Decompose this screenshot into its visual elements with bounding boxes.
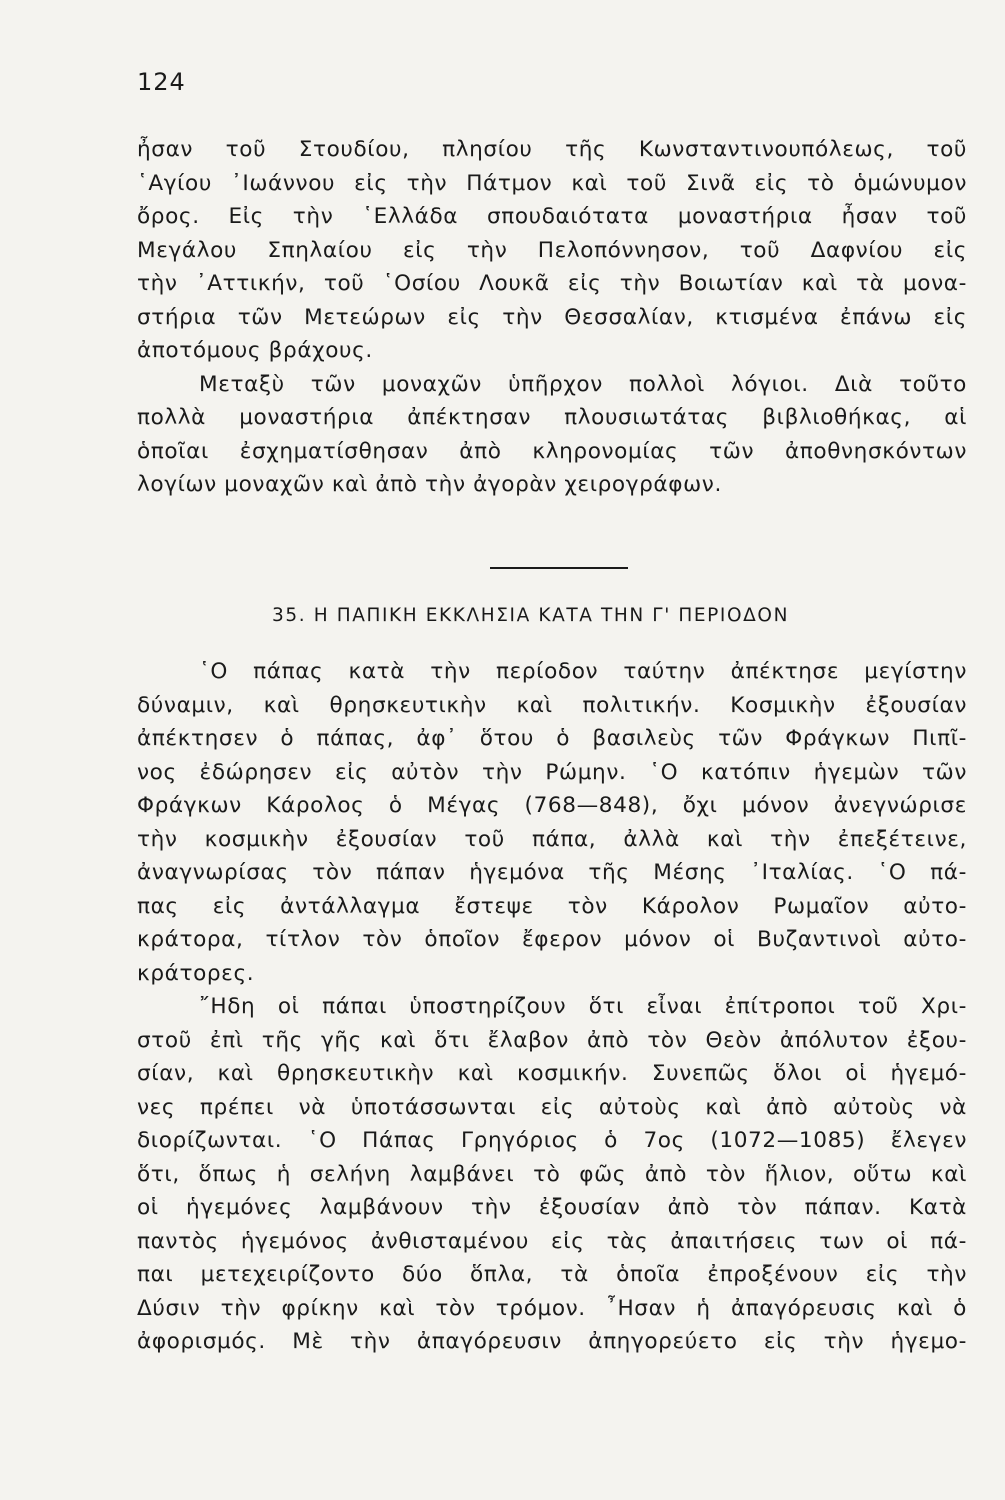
- text-line: νος ἐδώρησεν εἰς αὐτὸν τὴν Ρώμην. ῾Ο κατόπιν ἡγεμὼν τῶν: [137, 759, 967, 785]
- text-line: Δύσιν τὴν φρίκην καὶ τὸν τρόμον. ῏Ησαν ἡ ἀπαγόρευσις καὶ ὁ: [137, 1295, 967, 1321]
- text-line: ῾Ο πάπας κατὰ τὴν περίοδον ταύτην ἀπέκτησε μεγίστην: [199, 659, 967, 684]
- text-line: πας εἰς ἀντάλλαγμα ἔστεψε τὸν Κάρολον Ρωμαῖον αὐτο-: [137, 893, 967, 919]
- text-line: σίαν, καὶ θρησκευτικὴν καὶ κοσμικήν. Συνεπῶς ὅλοι οἱ ἡγεμό-: [137, 1061, 967, 1086]
- text-line: τὴν κοσμικὴν ἐξουσίαν τοῦ πάπα, ἀλλὰ καὶ τὴν ἐπεξέτεινε,: [137, 826, 967, 852]
- text-line: ῾Αγίου ᾿Ιωάννου εἰς τὴν Πάτμον καὶ τοῦ Σινᾶ εἰς τὸ ὁμώνυμον: [137, 170, 967, 196]
- text-line: ἀναγνωρίσας τὸν πάπαν ἡγεμόνα τῆς Μέσης ᾿Ιταλίας. ῾Ο πά-: [137, 860, 967, 885]
- text-line: στήρια τῶν Μετεώρων εἰς τὴν Θεσσαλίαν, κτισμένα ἐπάνω εἰς: [137, 304, 967, 330]
- page-number: 124: [137, 68, 186, 96]
- section-heading: 35. Η ΠΑΠΙΚΗ ΕΚΚΛΗΣΙΑ ΚΑΤΑ ΤΗΝ Γ' ΠΕΡΙΟΔΟΝ: [272, 605, 790, 626]
- text-line: νες πρέπει νὰ ὑποτάσσωνται εἰς αὐτοὺς καὶ ἀπὸ αὐτοὺς νὰ: [137, 1094, 967, 1120]
- text-line: παντὸς ἡγεμόνος ἀνθισταμένου εἰς τὰς ἀπαιτήσεις των οἱ πά-: [137, 1228, 967, 1254]
- text-line: ἀποτόμους βράχους.: [137, 338, 373, 363]
- text-line: Μεταξὺ τῶν μοναχῶν ὑπῆρχον πολλοὶ λόγιοι. Διὰ τοῦτο: [199, 371, 967, 397]
- text-line: ὁποῖαι ἐσχηματίσθησαν ἀπὸ κληρονομίας τῶν ἀποθνησκόντων: [137, 438, 967, 464]
- text-line: Μεγάλου Σπηλαίου εἰς τὴν Πελοπόννησον, τοῦ Δαφνίου εἰς: [137, 237, 967, 263]
- text-line: ὄρος. Εἰς τὴν ῾Ελλάδα σπουδαιότατα μοναστήρια ἦσαν τοῦ: [137, 204, 967, 229]
- text-line: ἦσαν τοῦ Στουδίου, πλησίου τῆς Κωνσταντινουπόλεως, τοῦ: [137, 137, 967, 162]
- text-line: διορίζωνται. ῾Ο Πάπας Γρηγόριος ὁ 7ος (1072—1085) ἔλεγεν: [137, 1128, 967, 1153]
- text-line: ἀπέκτησεν ὁ πάπας, ἀφ᾿ ὅτου ὁ βασιλεὺς τῶν Φράγκων Πιπῖ-: [137, 726, 967, 751]
- text-line: δύναμιν, καὶ θρησκευτικὴν καὶ πολιτικήν. Κοσμικὴν ἐξουσίαν: [137, 692, 967, 718]
- text-line: παι μετεχειρίζοντο δύο ὅπλα, τὰ ὁποῖα ἐπροξένουν εἰς τὴν: [137, 1262, 967, 1287]
- text-line: κράτορα, τίτλον τὸν ὁποῖον ἔφερον μόνον οἱ Βυζαντινοὶ αὐτο-: [137, 927, 967, 952]
- section-divider: [490, 567, 628, 569]
- text-block-top: [137, 133, 967, 502]
- text-line: τὴν ᾿Αττικήν, τοῦ ῾Οσίου Λουκᾶ εἰς τὴν Βοιωτίαν καὶ τὰ μονα-: [137, 271, 967, 296]
- text-line: στοῦ ἐπὶ τῆς γῆς καὶ ὅτι ἔλαβον ἀπὸ τὸν Θεὸν ἀπόλυτον ἐξου-: [137, 1027, 967, 1053]
- text-line: πολλὰ μοναστήρια ἀπέκτησαν πλουσιωτάτας βιβλιοθήκας, αἱ: [137, 405, 967, 430]
- text-line: ἀφορισμός. Μὲ τὴν ἀπαγόρευσιν ἀπηγορεύετο εἰς τὴν ἡγεμο-: [137, 1329, 967, 1354]
- text-line: ῎Ηδη οἱ πάπαι ὑποστηρίζουν ὅτι εἶναι ἐπίτροποι τοῦ Χρι-: [199, 994, 967, 1019]
- text-line: Φράγκων Κάρολος ὁ Μέγας (768—848), ὄχι μόνον ἀνεγνώρισε: [137, 793, 967, 818]
- text-line: ὅτι, ὅπως ἡ σελήνη λαμβάνει τὸ φῶς ἀπὸ τὸν ἥλιον, οὕτω καὶ: [137, 1161, 967, 1187]
- text-line: οἱ ἡγεμόνες λαμβάνουν τὴν ἐξουσίαν ἀπὸ τὸν πάπαν. Κατὰ: [137, 1195, 967, 1220]
- text-line: λογίων μοναχῶν καὶ ἀπὸ τὴν ἀγορὰν χειρογράφων.: [137, 472, 722, 497]
- text-line: κράτορες.: [137, 960, 255, 986]
- text-block-bottom: [137, 655, 967, 1359]
